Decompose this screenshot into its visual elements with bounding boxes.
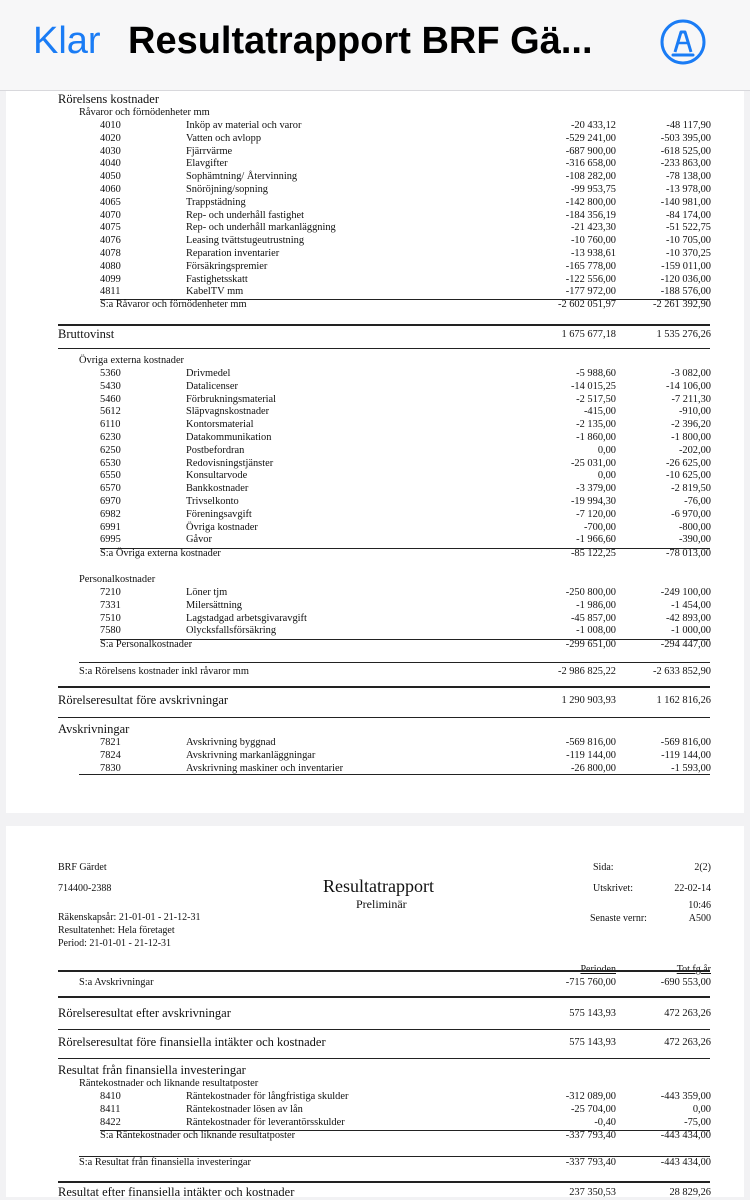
account-number: 4076 [100, 235, 121, 247]
account-name: Elavgifter [186, 158, 228, 170]
report-title: Resultatrapport [323, 876, 434, 896]
account-name: Fjärrvärme [186, 145, 233, 157]
account-name: Trappstädning [186, 196, 246, 208]
previous-year-value: -249 100,00 [660, 587, 711, 598]
account-name: Gåvor [186, 534, 212, 546]
account-name: Vatten och avlopp [186, 132, 262, 144]
personnel-sum-previous-year-value: -294 447,00 [660, 639, 711, 650]
organization-number: 714400-2388 [58, 883, 112, 894]
period-value: 0,00 [597, 444, 616, 456]
period-value: -20 433,12 [570, 120, 616, 131]
period-value: -415,00 [583, 406, 616, 418]
account-name: Kontorsmaterial [186, 419, 254, 431]
account-number: 7510 [100, 612, 121, 624]
previous-year-value: -1 593,00 [671, 762, 711, 774]
account-number: 4060 [100, 184, 121, 195]
previous-year-value: -2 819,50 [671, 483, 711, 495]
operating-result-before-depreciation-label: Rörelseresultat före avskrivningar [58, 693, 229, 707]
account-name: Datakommunikation [186, 432, 272, 443]
account-name: Leasing tvättstugeutrustning [186, 235, 305, 247]
account-number: 5360 [100, 368, 121, 379]
previous-year-value: -76,00 [684, 496, 711, 507]
previous-year-value: -233 863,00 [660, 158, 711, 170]
account-name: Konsultarvode [186, 470, 248, 482]
account-name: Fastighetsskatt [186, 273, 248, 285]
account-name: Drivmedel [186, 368, 231, 379]
divider [58, 686, 710, 688]
previous-year-value: -78 138,00 [665, 171, 711, 183]
account-number: 8410 [100, 1091, 121, 1102]
group-heading: Personalkostnader [79, 574, 156, 585]
period-value: -569 816,00 [565, 737, 616, 748]
divider [58, 348, 710, 349]
period-value: 0,00 [597, 470, 616, 482]
divider [58, 996, 710, 998]
period: Period: 21-01-01 - 21-12-31 [58, 938, 172, 949]
account-name: Reparation inventarier [186, 248, 280, 259]
account-name: Avskrivning maskiner och inventarier [186, 762, 344, 774]
account-number: 4078 [100, 248, 121, 259]
account-name: Avskrivning markanläggningar [186, 749, 316, 761]
personnel-sum-period-value: -299 651,00 [565, 639, 616, 650]
previous-year-value: -119 144,00 [661, 749, 711, 761]
previous-year-value: -1 454,00 [671, 599, 711, 611]
previous-year-value: -202,00 [678, 444, 711, 456]
account-number: 6991 [100, 521, 121, 533]
period-value: -142 800,00 [565, 196, 616, 208]
previous-year-value: -618 525,00 [660, 145, 711, 157]
account-number: 4065 [100, 196, 121, 208]
latest-voucher-value: A500 [688, 913, 711, 924]
group-heading: Övriga externa kostnader [79, 355, 185, 366]
account-number: 6995 [100, 534, 121, 546]
financial-sum-previous-year-value: -443 434,00 [660, 1157, 711, 1168]
previous-year-value: 0,00 [692, 1103, 711, 1115]
operating-result-after-depreciation-previous-year-value: 472 263,26 [664, 1008, 711, 1019]
period-value: -700,00 [583, 521, 616, 533]
period-value: -1 008,00 [576, 625, 616, 637]
organization-name: BRF Gärdet [58, 862, 107, 873]
previous-year-value: -188 576,00 [660, 286, 711, 298]
costs-sum-label: S:a Rörelsens kostnader inkl råvaror mm [79, 666, 249, 677]
financial-sum-period-value: -337 793,40 [565, 1157, 616, 1168]
printed-label: Utskrivet: [593, 883, 633, 894]
period-value: -5 988,60 [576, 368, 616, 379]
period-value: -25 031,00 [570, 457, 616, 469]
period-value: -3 379,00 [576, 483, 616, 495]
period-value: -1 860,00 [576, 432, 616, 443]
period-value: -7 120,00 [576, 508, 616, 520]
period-value: -165 778,00 [565, 260, 616, 272]
period-value: -687 900,00 [565, 145, 616, 157]
previous-year-value: -26 625,00 [665, 457, 711, 469]
period-value: -184 356,19 [565, 209, 616, 221]
divider [79, 662, 710, 663]
account-name: Släpvagnskostnader [186, 406, 270, 418]
depreciation-sum-period-value: -715 760,00 [565, 977, 616, 988]
external-sum-label: S:a Övriga externa kostnader [100, 548, 221, 559]
period-value: -122 556,00 [565, 273, 616, 285]
personnel-sum-label: S:a Personalkostnader [100, 639, 193, 650]
account-number: 6230 [100, 432, 121, 443]
previous-year-value: -159 011,00 [661, 260, 711, 272]
account-number: 4080 [100, 260, 121, 272]
divider [58, 1029, 710, 1030]
interest-sum-previous-year-value: -443 434,00 [660, 1130, 711, 1141]
account-number: 4099 [100, 273, 121, 285]
account-name: Sophämtning/ Återvinning [186, 171, 298, 183]
result-unit: Resultatenhet: Hela företaget [58, 925, 175, 936]
account-name: Inköp av material och varor [186, 120, 302, 131]
section-heading: Rörelsens kostnader [58, 92, 160, 106]
period-value: -529 241,00 [565, 132, 616, 144]
previous-year-value: -75,00 [684, 1116, 711, 1128]
previous-year-value: -13 978,00 [665, 184, 711, 195]
previous-year-value: -1 000,00 [671, 625, 711, 637]
divider [58, 717, 710, 718]
previous-year-value: -84 174,00 [665, 209, 711, 221]
account-name: Postbefordran [186, 444, 245, 456]
operating-result-before-depreciation-previous-year-value: 1 162 816,26 [656, 695, 711, 706]
period-value: -2 517,50 [576, 393, 616, 405]
period-value: -19 994,30 [570, 496, 616, 507]
account-name: KabelTV mm [186, 286, 244, 298]
period-value: -1 966,60 [576, 534, 616, 546]
account-number: 8422 [100, 1116, 121, 1128]
account-name: Snöröjning/sopning [186, 184, 268, 195]
period-value: -119 144,00 [566, 749, 616, 761]
period-value: -10 760,00 [570, 235, 616, 247]
costs-sum-previous-year-value: -2 633 852,90 [652, 666, 711, 677]
divider [58, 970, 710, 972]
period-value: -45 857,00 [570, 612, 616, 624]
markup-pen-icon[interactable] [659, 18, 707, 66]
account-name: Redovisningstjänster [186, 457, 274, 469]
previous-year-value: -6 970,00 [671, 508, 711, 520]
latest-voucher-label: Senaste vernr: [590, 913, 647, 924]
period-value: -21 423,30 [570, 222, 616, 234]
account-number: 7821 [100, 737, 121, 748]
raw-sum-label: S:a Råvaror och förnödenheter mm [100, 299, 247, 310]
account-number: 4811 [100, 286, 121, 298]
divider [79, 774, 710, 775]
previous-year-value: -3 082,00 [671, 368, 711, 379]
external-sum-period-value: -85 122,25 [570, 548, 616, 559]
account-number: 4020 [100, 132, 121, 144]
account-name: Bankkostnader [186, 483, 249, 495]
account-name: Räntekostnader för leverantörsskulder [186, 1116, 345, 1128]
section-heading: Resultat från finansiella investeringar [58, 1063, 246, 1077]
account-number: 6970 [100, 496, 121, 507]
operating-result-before-financial-period-value: 575 143,93 [569, 1037, 616, 1048]
period-value: -108 282,00 [565, 171, 616, 183]
divider [58, 1058, 710, 1059]
column-header-period: Perioden [580, 964, 616, 975]
previous-year-value: -910,00 [678, 406, 711, 418]
account-number: 4075 [100, 222, 121, 234]
account-name: Försäkringspremier [186, 260, 268, 272]
account-number: 7580 [100, 625, 121, 637]
account-number: 4030 [100, 145, 121, 157]
group-heading: Råvaror och förnödenheter mm [79, 107, 210, 118]
previous-year-value: -569 816,00 [660, 737, 711, 748]
account-name: Olycksfallsförsäkring [186, 625, 277, 637]
account-name: Övriga kostnader [186, 521, 258, 533]
period-value: -25 704,00 [570, 1103, 616, 1115]
depreciation-sum-previous-year-value: -690 553,00 [660, 977, 711, 988]
financial-sum-label: S:a Resultat från finansiella investeringar [79, 1157, 251, 1168]
account-name: Rep- och underhåll fastighet [186, 209, 305, 221]
period-value: -26 800,00 [570, 762, 616, 774]
gross-profit-label: Bruttovinst [58, 327, 115, 341]
previous-year-value: -48 117,90 [666, 120, 711, 131]
account-number: 7824 [100, 749, 121, 761]
account-name: Löner tjm [186, 587, 228, 598]
result-after-financial-label: Resultat efter finansiella intäkter och kostnader [58, 1185, 295, 1199]
account-number: 4050 [100, 171, 121, 183]
gross-profit-previous-year-value: 1 535 276,26 [656, 329, 711, 340]
document-title: Resultatrapport BRF Gä... [128, 20, 593, 62]
period-value: -2 135,00 [576, 419, 616, 431]
section-heading: Avskrivningar [58, 722, 130, 736]
operating-result-before-depreciation-period-value: 1 290 903,93 [561, 695, 616, 706]
account-number: 6982 [100, 508, 121, 520]
previous-year-value: -51 522,75 [665, 222, 711, 234]
raw-sum-period-value: -2 602 051,97 [557, 299, 616, 310]
external-sum-previous-year-value: -78 013,00 [665, 548, 711, 559]
column-header-previous-year: Tot fg år [676, 964, 711, 975]
account-number: 6250 [100, 444, 121, 456]
account-number: 5430 [100, 380, 121, 392]
account-number: 5460 [100, 393, 121, 405]
account-name: Datalicenser [186, 380, 238, 392]
previous-year-value: -14 106,00 [665, 380, 711, 392]
gross-profit-period-value: 1 675 677,18 [561, 329, 616, 340]
period-value: -13 938,61 [570, 248, 616, 259]
printed-time: 10:46 [688, 900, 711, 911]
result-after-financial-previous-year-value: 28 829,26 [669, 1187, 711, 1198]
account-name: Rep- och underhåll markanläggning [186, 222, 336, 234]
result-after-financial-period-value: 237 350,53 [569, 1187, 616, 1198]
account-number: 7830 [100, 762, 121, 774]
operating-result-after-depreciation-period-value: 575 143,93 [569, 1008, 616, 1019]
period-value: -99 953,75 [570, 184, 616, 195]
account-number: 6550 [100, 470, 121, 482]
operating-result-after-depreciation-label: Rörelseresultat efter avskrivningar [58, 1006, 231, 1020]
interest-sum-label: S:a Räntekostnader och liknande resultatposter [100, 1130, 296, 1141]
report-page-2 [6, 826, 744, 1197]
account-name: Lagstadgad arbetsgivaravgift [186, 612, 307, 624]
group-heading: Räntekostnader och liknande resultatposter [79, 1078, 259, 1089]
divider [58, 1181, 710, 1183]
costs-sum-period-value: -2 986 825,22 [557, 666, 616, 677]
account-number: 6570 [100, 483, 121, 495]
page-label: Sida: [593, 862, 614, 873]
page-value: 2(2) [694, 862, 711, 873]
account-name: Milersättning [186, 599, 242, 611]
period-value: -14 015,25 [570, 380, 616, 392]
report-page-1 [6, 91, 744, 813]
account-number: 6110 [100, 419, 121, 431]
period-value: -1 986,00 [576, 599, 616, 611]
interest-sum-period-value: -337 793,40 [565, 1130, 616, 1141]
period-value: -177 972,00 [565, 286, 616, 298]
previous-year-value: -10 625,00 [665, 470, 711, 482]
account-number: 7331 [100, 599, 121, 611]
operating-result-before-financial-label: Rörelseresultat före finansiella intäkter och kostnader [58, 1035, 326, 1049]
account-name: Föreningsavgift [186, 508, 252, 520]
divider [58, 324, 710, 326]
account-number: 4040 [100, 158, 121, 170]
previous-year-value: -503 395,00 [660, 132, 711, 144]
account-number: 6530 [100, 457, 121, 469]
previous-year-value: -443 359,00 [660, 1091, 711, 1102]
account-number: 8411 [100, 1103, 121, 1115]
done-button[interactable]: Klar [33, 20, 101, 62]
previous-year-value: -140 981,00 [660, 196, 711, 208]
previous-year-value: -390,00 [678, 534, 711, 546]
account-name: Räntekostnader lösen av lån [186, 1103, 303, 1115]
depreciation-sum-label: S:a Avskrivningar [79, 977, 154, 988]
period-value: -250 800,00 [565, 587, 616, 598]
period-value: -312 089,00 [565, 1091, 616, 1102]
previous-year-value: -10 705,00 [665, 235, 711, 247]
account-name: Avskrivning byggnad [186, 737, 276, 748]
fiscal-year: Räkenskapsår: 21-01-01 - 21-12-31 [58, 912, 201, 923]
previous-year-value: -10 370,25 [665, 248, 711, 259]
previous-year-value: -800,00 [678, 521, 711, 533]
account-number: 7210 [100, 587, 121, 598]
account-number: 5612 [100, 406, 121, 418]
report-status: Preliminär [356, 897, 407, 911]
previous-year-value: -1 800,00 [671, 432, 711, 443]
operating-result-before-financial-previous-year-value: 472 263,26 [664, 1037, 711, 1048]
period-value: -316 658,00 [565, 158, 616, 170]
account-name: Trivselkonto [186, 496, 239, 507]
previous-year-value: -2 396,20 [671, 419, 711, 431]
printed-date: 22-02-14 [674, 883, 711, 894]
previous-year-value: -120 036,00 [660, 273, 711, 285]
account-number: 4010 [100, 120, 121, 131]
raw-sum-previous-year-value: -2 261 392,90 [652, 299, 711, 310]
previous-year-value: -7 211,30 [671, 393, 711, 405]
navigation-bar [0, 0, 750, 91]
period-value: -0,40 [594, 1116, 616, 1128]
account-name: Räntekostnader för långfristiga skulder [186, 1091, 349, 1102]
account-name: Förbrukningsmaterial [186, 393, 277, 405]
previous-year-value: -42 893,00 [665, 612, 711, 624]
account-number: 4070 [100, 209, 121, 221]
